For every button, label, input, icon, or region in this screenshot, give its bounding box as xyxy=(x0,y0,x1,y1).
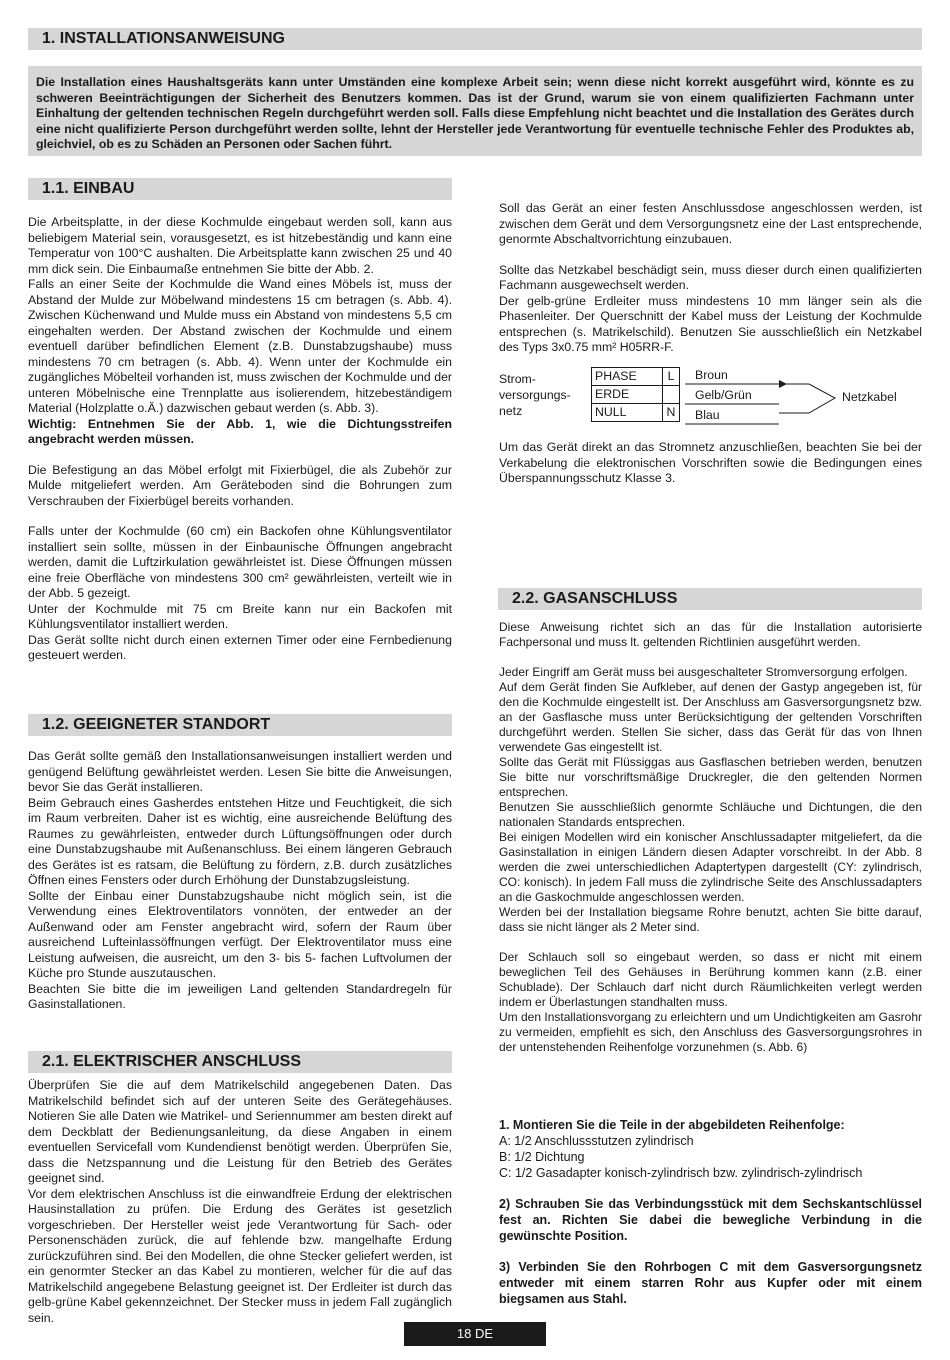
elektrisch-paragraph: Sollte das Netzkabel beschädigt sein, muss dieser durch einen qualifizierten Fachmann ausgewechselt werden. xyxy=(499,262,922,292)
installation-intro-box: Die Installation eines Haushaltsgeräts kann unter Umständen eine komplexe Arbeit sein; wenn diese nicht korrekt ausgeführt wird, könnte es zu schweren Beeinträchtigungen der Sicherheit des Benutzers kommen. Das ist der Grund, warum sie von einem qualifizierten Fachmann unter Einhaltung der geltenden technischen Regeln durchgeführt werden soll. Falls diese Empfehlung nicht beachtet und die Installation des Gerätes durch eine nicht qualifizierte Person durchgeführt werden sollte, lehnt der Hersteller jede Verantwortung für eventuelle technische Fehler des Produktes ab, gleichviel, ob es zu Schäden an Personen oder Sachen führt. xyxy=(28,66,922,156)
einbau-important-note: Wichtig: Entnehmen Sie der Abb. 1, wie die Dichtungsstreifen angebracht werden müssen. xyxy=(28,416,452,446)
einbau-paragraph: Unter der Kochmulde mit 75 cm Breite kann nur ein Backofen mit Kühlungsventilator installiert werden. xyxy=(28,601,452,631)
standort-text xyxy=(28,749,452,1013)
einbau-paragraph: Die Arbeitsplatte, in der diese Kochmulde eingebaut werden soll, kann aus beliebigem Material sein, vorausgesetzt, es ist hitzebeständig und kann eine Temperatur von 100°C aushalten. Die Arbeitsplatte kann zwischen 25 und 40 mm dick sein. Die Einbaumaße entnehmen Sie bitte der Abb. 2. xyxy=(28,215,452,276)
wire-color-label: Broun xyxy=(695,368,728,382)
gas-paragraph: Sollte das Gerät mit Flüssiggas aus Gasflaschen betrieben werden, benutzen Sie bitte nur vorschriftsmäßige Druckregler, die den geltenden Normen entsprechen. xyxy=(499,755,922,799)
elektrisch-paragraph: Um das Gerät direkt an das Stromnetz anzuschließen, beachten Sie bei der Verkabelung die elektronischen Vorschriften sowie die Bedingungen eines Überspannungsschutz Klasse 3. xyxy=(499,440,922,485)
wire-terminal-name: ERDE xyxy=(592,386,663,404)
page-number: 18 DE xyxy=(404,1322,546,1346)
gas-paragraph: Benutzen Sie ausschließlich genormte Schläuche und Dichtungen, die den nationalen Standards entsprechen. xyxy=(499,800,922,829)
section-title-installation: 1. INSTALLATIONSANWEISUNG xyxy=(28,28,922,50)
gas-step-3: 3) Verbinden Sie den Rohrbogen C mit dem Gasversorgungsnetz entweder mit einem starren Rohr aus Kupfer oder mit einem biegsamen aus Stahl. xyxy=(499,1260,922,1306)
power-cable-label: Netzkabel xyxy=(842,390,897,404)
einbau-paragraph: Falls an einer Seite der Kochmulde die Wand eines Möbels ist, muss der Abstand der Mulde zur Möbelwand mindestens 15 cm betragen (s. Abb. 4). Zwischen Küchenwand und Mulde muss ein Abstand von mindestens 5,5 cm eingehalten werden. Der Abstand zwischen der Kochmulde und einem eventuell darüber befindlichen Element (z.B. Dunstabzugshaube) muss mindestens 70 cm betragen (s. Abb. 4). Wenn unter der Kochmulde ein zugängliches Möbelteil vorhanden ist, muss zwischen der Kochmulde und der unteren Möbelnische eine Trennplatte aus isolierendem, hitzebeständigem Material (Holzplatte o.Ä.) dazwischen gebaut werden (s. Abb. 3). xyxy=(28,277,452,415)
section-title-gas: 2.2. GASANSCHLUSS xyxy=(498,588,922,610)
section-title-einbau: 1.1. EINBAU xyxy=(28,178,452,200)
section-title-elektrisch: 2.1. ELEKTRISCHER ANSCHLUSS xyxy=(28,1051,452,1073)
gas-text xyxy=(499,620,922,1055)
wiring-diagram xyxy=(499,365,929,427)
elektrisch-paragraph: Soll das Gerät an einer festen Anschlussdose angeschlossen werden, ist zwischen dem Gerät und dem Versorgungsnetz eine der Last entsprechende, genormte Abschaltvorrichtung einzubauen. xyxy=(499,201,922,246)
wire-terminal-name: NULL xyxy=(592,404,663,422)
elektrisch-paragraph: Vor dem elektrischen Anschluss ist die einwandfreie Erdung der elektrischen Hausinstallation zu prüfen. Die Erdung des Gerätes ist gesetzlich vorgeschrieben. Der Hersteller weist jede Verantwortung für Sach- oder Personenschäden zurück, die auf fehlende bzw. mangelhafte Erdung zurückzuführen sind. Bei den Modellen, die ohne Stecker geliefert werden, ist ein genormter Stecker an das Kabel zu montieren, welcher für die auf das Matrikelschild angegebene Belastung geeignet ist. Der Erdleiter ist durch das gelb-grüne Kabel gekennzeichnet. Der Stecker muss in jedem Fall zugänglich sein. xyxy=(28,1186,452,1325)
gas-step-2: 2) Schrauben Sie das Verbindungsstück mit dem Sechskantschlüssel fest an. Richten Sie dabei die bewegliche Verbindung in die gewünschte Position. xyxy=(499,1197,922,1243)
gas-steps xyxy=(499,1117,922,1307)
gas-paragraph: Jeder Eingriff am Gerät muss bei ausgeschalteter Stromversorgung erfolgen. xyxy=(499,665,908,679)
wire-color-label: Blau xyxy=(695,408,720,422)
gas-paragraph: Werden bei der Installation biegsame Rohre benutzt, achten Sie bitte darauf, dass sie nicht länger als 2 Meter sind. xyxy=(499,905,922,934)
gas-step-item: C: 1/2 Gasadapter konisch-zylindrisch bzw. zylindrisch-zylindrisch xyxy=(499,1166,863,1180)
einbau-text xyxy=(28,215,452,664)
gas-paragraph: Auf dem Gerät finden Sie Aufkleber, auf denen der Gastyp angegeben ist, für den die Kochmulde eingestellt ist. Der Anschluss am Gasversorgungsnetz bzw. an der Gasflasche muss unter Berücksichtigung der geltenden Vorschriften durchgeführt werden. Stellen Sie sicher, dass das Gerät für das von Ihnen verwendete Gas eingestellt ist. xyxy=(499,680,922,754)
gas-paragraph: Um den Installationsvorgang zu erleichtern und um Undichtigkeiten am Gasrohr zu vermeiden, empfiehlt es sich, den Anschluss des Gasversorgungsrohres in der untenstehenden Reihenfolge vorzunehmen (s. Abb. 6) xyxy=(499,1010,922,1054)
gas-paragraph: Bei einigen Modellen wird ein konischer Anschlussadapter mitgeliefert, da die Gasinstallation in einigen Ländern diesen Adapter vorschreibt. In der Abb. 8 werden die zwei unterschiedlichen Adaptertypen dargestellt (CY: zylindrisch, CO: konisch). In jedem Fall muss die zylindrische Seite des Anschlussadapters an die Gaskochmulde angeschlossen werden. xyxy=(499,830,922,904)
elektrisch-paragraph: Der gelb-grüne Erdleiter muss mindestens 10 mm länger sein als die Phasenleiter. Der Querschnitt der Kabel muss der Leistung der Kochmulde entsprechen (s. Matrikelschild). Benutzen Sie ausschließlich ein Netzkabel des Typs 3x0.75 mm² H05RR-F. xyxy=(499,293,922,354)
gas-paragraph: Der Schlauch soll so eingebaut werden, so dass er nicht mit einem beweglichen Teil des Gehäuses in Berührung kommen kann (z.B. einer Schublade). Der Schlauch darf nicht durch Räumlichkeiten verlegt werden indem er Überlastungen standhalten muss. xyxy=(499,950,922,1009)
gas-paragraph: Diese Anweisung richtet sich an das für die Installation autorisierte Fachpersonal und muss lt. geltenden Richtlinien ausgeführt werden. xyxy=(499,620,922,649)
wire-terminal-code: N xyxy=(663,404,680,422)
elektrisch-text xyxy=(28,1078,452,1326)
standort-paragraph: Beachten Sie bitte die im jeweiligen Land geltenden Standardregeln für Gasinstallationen. xyxy=(28,981,452,1011)
gas-step-item: A: 1/2 Anschlussstutzen zylindrisch xyxy=(499,1134,694,1148)
gas-step-title: 1. Montieren Sie die Teile in der abgebildeten Reihenfolge: xyxy=(499,1118,845,1132)
elektrisch-paragraph: Überprüfen Sie die auf dem Matrikelschild angegebenen Daten. Das Matrikelschild befindet sich auf der unteren Seite des Gerätegehäuses. Notieren Sie alle Daten wie Matrikel- und Seriennummer am besten direkt auf dem Deckblatt der Bedienungsanleitung, da diese Angaben in einem eventuellen Servicefall vom Kundendienst benötigt werden. Überprüfen Sie, dass die Netzspannung und die Leistung für den Betrieb des Gerätes geeignet sind. xyxy=(28,1078,452,1185)
gas-step-item: B: 1/2 Dichtung xyxy=(499,1150,585,1164)
elektrisch-text-right xyxy=(499,201,922,356)
einbau-paragraph: Falls unter der Kochmulde (60 cm) ein Backofen ohne Kühlungsventilator installiert sein sollte, müssen in der Einbaunische Öffnungen angebracht werden, damit die Luftzirkulation gewährleistet ist. Diese Öffnungen müssen eine freie Oberfläche von mindestens 300 cm² gewährleisten, verteilt wie in der Abb. 5 gezeigt. xyxy=(28,524,452,600)
standort-paragraph: Sollte der Einbau einer Dunstabzugshaube nicht möglich sein, ist die Verwendung eines Elektroventilators vonnöten, der entweder an der Außenwand oder am Fenster angebracht wird, sofern der Raum über ausreichend Lufteinlassöffnungen verfügt. Der Elektroventilator muss eine Leistung aufweisen, die ausreicht, um den 3- bis 5- fachen Luftvolumen der Küche pro Stunde auszutauschen. xyxy=(28,888,452,980)
wire-terminal-name: PHASE xyxy=(592,368,663,386)
wire-color-label: Gelb/Grün xyxy=(695,388,752,402)
standort-paragraph: Das Gerät sollte gemäß den Installationsanweisungen installiert werden und genügend Belüftung gewährleistet werden. Lesen Sie bitte die Anweisungen, bevor Sie das Gerät installieren. xyxy=(28,749,452,794)
einbau-paragraph: Die Befestigung an das Möbel erfolgt mit Fixierbügel, die als Zubehör zur Mulde mitgeliefert werden. Am Geräteboden sind die Bohrungen zum Verschrauben der Fixierbügel bereits vorhanden. xyxy=(28,462,452,508)
supply-network-label: Strom- versorgungs- netz xyxy=(499,372,571,418)
standort-paragraph: Beim Gebrauch eines Gasherdes entstehen Hitze und Feuchtigkeit, die sich im Raum verbreiten. Daher ist es wichtig, eine ausreichende Belüftung des Raumes zu gewährleisten, entweder durch Lüftungsöffnungen oder durch eine Dunstabzugshaube mit Außenanschluss. Bei einem längeren Gebrauch des Gerätes ist es ratsam, die Belüftung zu fördern, z.B. durch zusätzliches Öffnen eines Fensters oder durch Erhöhung der Dunstabzugsleistung. xyxy=(28,795,452,887)
section-title-standort: 1.2. GEEIGNETER STANDORT xyxy=(28,714,452,736)
wire-terminal-code: L xyxy=(663,368,680,386)
einbau-paragraph: Das Gerät sollte nicht durch einen externen Timer oder eine Fernbedienung gesteuert werden. xyxy=(28,632,452,662)
elektrisch-text-right-bottom xyxy=(499,440,922,487)
